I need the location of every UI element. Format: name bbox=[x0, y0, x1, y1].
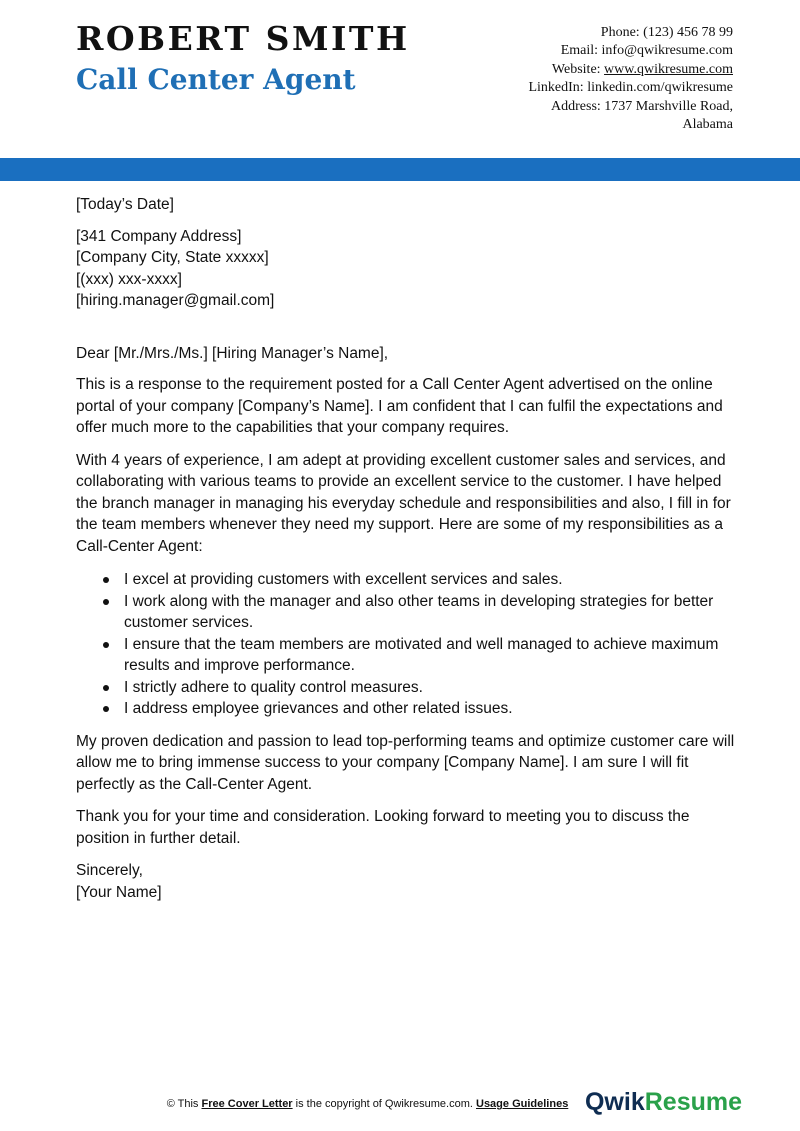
intro-paragraph: This is a response to the requirement posted for a Call Center Agent advertised on the online portal of your company [Company’s Name]. I am confident that I can fulfil the expectations and offer much more to the capabilities that your company requires. bbox=[76, 376, 723, 436]
contact-email: Email: info@qwikresume.com bbox=[560, 43, 733, 59]
spacer bbox=[76, 849, 741, 860]
list-item: I excel at providing customers with excellent services and sales. bbox=[124, 569, 741, 591]
contact-block bbox=[413, 24, 733, 134]
spacer bbox=[76, 439, 741, 450]
sign-off: Sincerely, bbox=[76, 862, 143, 879]
contact-address-line2: Alabama bbox=[682, 117, 733, 133]
usage-guidelines-link[interactable]: Usage Guidelines bbox=[476, 1098, 569, 1110]
website-link[interactable]: www.qwikresume.com bbox=[604, 61, 733, 77]
salutation: Dear [Mr./Mrs./Ms.] [Hiring Manager’s Name], bbox=[76, 344, 389, 362]
copyright-middle: is the copyright of Qwikresume.com. bbox=[292, 1098, 476, 1110]
spacer bbox=[76, 216, 741, 226]
website-label: Website: bbox=[551, 61, 605, 77]
contact-phone: Phone: (123) 456 78 99 bbox=[600, 25, 733, 40]
recipient-phone: [(xxx) xxx-xxxx] bbox=[76, 270, 182, 288]
copyright-prefix: © This bbox=[166, 1098, 202, 1110]
contact-address-line1: Address: 1737 Marshville Road, bbox=[551, 98, 733, 114]
list-item: I strictly adhere to quality control measures. bbox=[124, 677, 741, 699]
letter-date: [Today’s Date] bbox=[76, 196, 174, 213]
header-divider-band bbox=[0, 158, 800, 181]
contact-website bbox=[413, 61, 733, 79]
resume-header bbox=[0, 0, 800, 158]
free-cover-letter-link[interactable]: Free Cover Letter bbox=[201, 1098, 293, 1110]
recipient-address: [341 Company Address] bbox=[76, 227, 242, 245]
letter-body bbox=[76, 194, 741, 903]
applicant-name: ROBERT SMITH bbox=[76, 19, 410, 58]
logo-text-resume: Resume bbox=[644, 1088, 742, 1116]
list-item: I work along with the manager and also other teams in developing strategies for better customer services. bbox=[124, 591, 741, 634]
recipient-city-state: [Company City, State xxxxx] bbox=[76, 249, 269, 266]
list-item: I address employee grievances and other related issues. bbox=[124, 698, 741, 720]
signature-name: [Your Name] bbox=[76, 883, 162, 901]
logo-text-qwik: Qwik bbox=[584, 1088, 645, 1116]
list-item: I ensure that the team members are motivated and well managed to achieve maximum results and improve performance. bbox=[124, 634, 741, 677]
recipient-email: [hiring.manager@gmail.com] bbox=[76, 292, 275, 309]
spacer bbox=[76, 795, 741, 806]
qwikresume-logo[interactable] bbox=[585, 1090, 742, 1115]
job-title: Call Center Agent bbox=[76, 63, 356, 96]
spacer bbox=[76, 364, 741, 374]
experience-paragraph: With 4 years of experience, I am adept at providing excellent customer sales and services, and collaborating with various teams to provide an excellent service to the customer. I have helped the branch manager in managing his everyday schedule and responsibilities and also, I fill in for the team members whenever they need my support. Here are some of my responsibilities as a Call-Center Agent: bbox=[76, 451, 731, 555]
responsibilities-list bbox=[76, 569, 741, 720]
closing-paragraph: Thank you for your time and consideration. Looking forward to meeting you to discuss the position in further detail. bbox=[76, 808, 690, 847]
spacer bbox=[76, 312, 741, 343]
dedication-paragraph: My proven dedication and passion to lead top-performing teams and optimize customer care will allow me to bring immense success to your company [Company Name]. I am sure I will fit perfectly as the Call-Center Agent. bbox=[76, 732, 735, 793]
contact-linkedin: LinkedIn: linkedin.com/qwikresume bbox=[528, 80, 733, 96]
